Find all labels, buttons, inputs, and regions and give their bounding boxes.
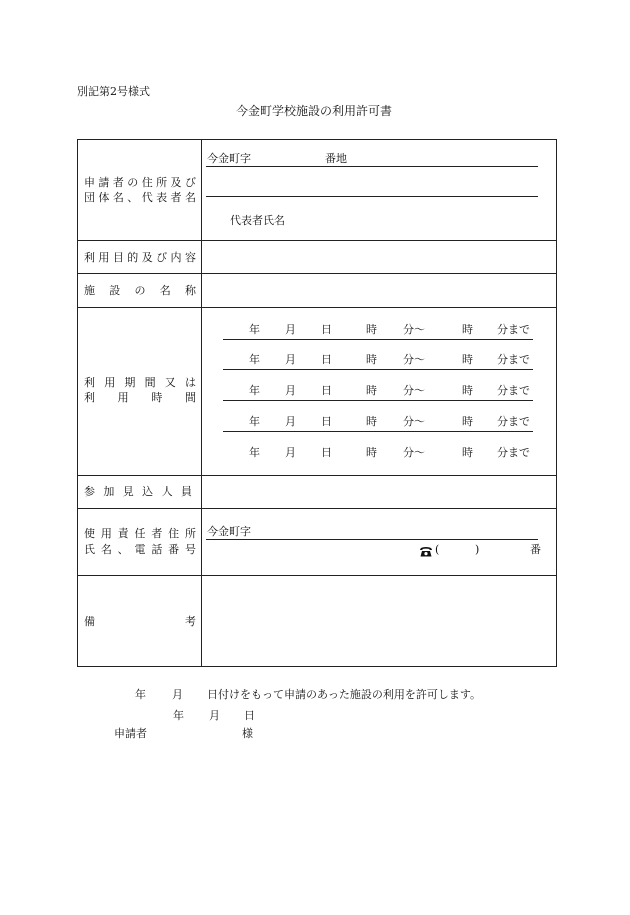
row-divider bbox=[78, 307, 556, 308]
period-label-line1: 利 用 期 間 又 は bbox=[84, 376, 196, 389]
applicant-name-field[interactable] bbox=[155, 726, 235, 740]
page-title: 今金町学校施設の利用許可書 bbox=[236, 104, 393, 118]
applicant-address-field[interactable] bbox=[206, 166, 538, 167]
rep-name-label: 代表者氏名 bbox=[230, 214, 285, 227]
period-underline bbox=[223, 400, 533, 401]
period-label-line2: 利 用 時 間 bbox=[84, 391, 196, 404]
applicant-label-line1: 申 請 者 の 住 所 及 び bbox=[84, 176, 196, 189]
responsible-label-line1: 使 用 責 任 者 住 所 bbox=[84, 527, 196, 540]
period-underline bbox=[223, 431, 533, 432]
phone-suffix: 番 bbox=[530, 543, 541, 556]
applicant-org-field[interactable] bbox=[206, 196, 538, 197]
phone-icon bbox=[419, 542, 433, 553]
purpose-label: 利 用 目 的 及 び 内 容 bbox=[84, 251, 196, 264]
phone-number-field[interactable] bbox=[441, 542, 473, 556]
applicant-address-suffix: 番地 bbox=[325, 152, 347, 165]
period-underline bbox=[223, 369, 533, 370]
responsible-label-line2: 氏 名 、 電 話 番 号 bbox=[84, 543, 196, 556]
form-page: 別記第2号様式 今金町学校施設の利用許可書 申 請 者 の 住 所 及 び 団 体 名 、 代 表 者 名 今金町字 番地 代表者氏名 利 用 目 的 及 び 内 容 施 設 の 名 称 利 用 期 間 又 は 利 用 時 間 年 月 日 時 分～ 時 分まで 年 月 日 時 分～ 時 分まで 年 月 日 時 分～ 時 分まで 年 月 日 時 分～ 時 分まで 年 月 日 時 分～ 時 分まで 参 加 見 込 人 員 使 用 責 任 者 住 所 氏 名 、 電 話 番 号 今金町字 ( ) 番 備 考 年 月 日付けをもって申請のあった施設の利用を許可します。 年 月 日 申請者 様 bbox=[0, 0, 630, 915]
responsible-address-prefix: 今金町字 bbox=[207, 525, 251, 538]
responsible-address-field[interactable] bbox=[206, 539, 538, 540]
applicant-label-line2: 団 体 名 、 代 表 者 名 bbox=[84, 191, 196, 204]
form-number: 別記第2号様式 bbox=[77, 85, 150, 98]
honorific: 様 bbox=[242, 727, 253, 740]
applicant-address-prefix: 今金町字 bbox=[207, 152, 251, 165]
period-underline bbox=[223, 339, 533, 340]
facility-label: 施 設 の 名 称 bbox=[84, 284, 196, 297]
phone-open-paren: ( bbox=[435, 543, 440, 556]
purpose-field[interactable] bbox=[202, 241, 556, 272]
application-table: 申 請 者 の 住 所 及 び 団 体 名 、 代 表 者 名 今金町字 番地 代表者氏名 利 用 目 的 及 び 内 容 施 設 の 名 称 利 用 期 間 又 は 利 用 時 間 年 月 日 時 分～ 時 分まで 年 月 日 時 分～ 時 分まで 年 月 日 時 分～ 時 分まで 年 月 日 時 分～ 時 分まで 年 月 日 時 分～ 時 分まで 参 加 見 込 人 員 使 用 責 任 者 住 所 氏 名 、 電 話 番 号 今金町字 ( ) 番 備 考 bbox=[77, 139, 557, 667]
remarks-label: 備 考 bbox=[84, 615, 196, 628]
applicant-label: 申請者 bbox=[114, 727, 147, 740]
participants-label: 参 加 見 込 人 員 bbox=[84, 485, 192, 498]
facility-field[interactable] bbox=[202, 274, 556, 306]
phone-close-paren: ) bbox=[475, 543, 480, 556]
participants-field[interactable] bbox=[202, 476, 556, 507]
remarks-field[interactable] bbox=[202, 576, 556, 666]
row-divider bbox=[78, 508, 556, 509]
